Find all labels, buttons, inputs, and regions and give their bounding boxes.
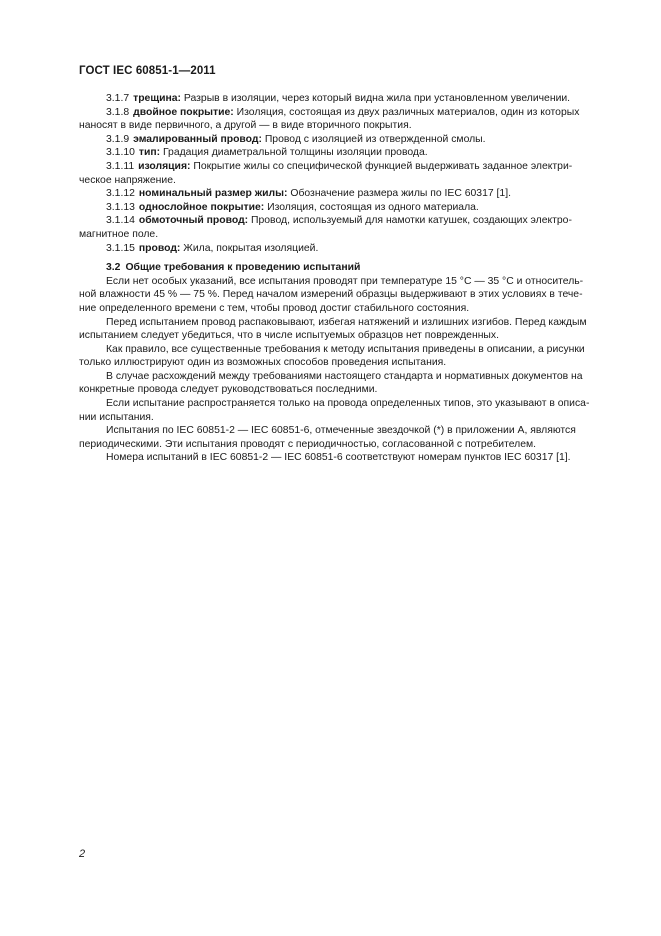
- definition-text: Жила, покрытая изоляцией.: [180, 242, 319, 254]
- term: эмалированный провод:: [133, 133, 262, 145]
- paragraph-line: периодическими. Эти испытания проводят с периодичностью, согласованной с потребителем.: [79, 438, 537, 450]
- definition-3-1-7: [79, 92, 600, 106]
- term: номинальный размер жилы:: [138, 188, 288, 200]
- paragraph-line: ной влажности 45 % — 75 %. Перед началом измерений образцы выдерживают в этих условиях в тече-: [79, 289, 583, 301]
- paragraph-discrepancies: [79, 370, 600, 397]
- clause-number: 3.1.7: [106, 93, 130, 104]
- definition-3-1-8: [79, 106, 600, 133]
- clause-number: 3.1.10: [106, 147, 135, 159]
- paragraph-line: испытанием следует убедиться, что в числе испытуемых образцов нет поврежденных.: [79, 330, 499, 342]
- definition-text-continued: магнитное поле.: [79, 228, 159, 240]
- definition-text-continued: ческое напряжение.: [79, 174, 176, 186]
- term: провод:: [138, 242, 181, 254]
- paragraph-line: Если нет особых указаний, все испытания проводят при температуре 15 °С — 35 °С и относитель-: [106, 275, 584, 287]
- paragraph-unpacking: [79, 316, 600, 343]
- definition-text: Провод, используемый для намотки катушек, создающих электро-: [248, 215, 572, 227]
- term: однослойное покрытие:: [138, 201, 265, 213]
- term: обмоточный провод:: [138, 215, 249, 227]
- paragraph-line: нии испытания.: [79, 411, 154, 423]
- page-number: 2: [79, 848, 86, 860]
- term: двойное покрытие:: [133, 106, 234, 118]
- definition-3-1-9: [79, 133, 600, 147]
- paragraph-line: Номера испытаний в IEC 60851-2 — IEC 60851-6 соответствуют номерам пунктов IEC 60317 [1].: [106, 452, 571, 464]
- paragraph-line: Как правило, все существенные требования к методу испытания приведены в описании, а рисунки: [106, 343, 585, 355]
- section-heading: [79, 261, 600, 275]
- paragraph-line: Если испытание распространяется только на провода определенных типов, это указывают в описа-: [106, 398, 590, 410]
- document-header: ГОСТ IEC 60851-1—2011: [79, 65, 216, 77]
- paragraph-wire-types: [79, 397, 600, 424]
- section-title: Общие требования к проведению испытаний: [125, 262, 361, 274]
- clause-number: 3.1.12: [106, 188, 135, 200]
- clause-number: 3.1.13: [106, 201, 135, 213]
- definition-3-1-11: [79, 160, 600, 187]
- paragraph-periodic-tests: [79, 424, 600, 451]
- definition-text: Изоляция, состоящая из одного материала.: [264, 201, 479, 213]
- definition-3-1-14: [79, 214, 600, 241]
- clause-number: 3.1.14: [106, 215, 135, 227]
- definition-3-1-15: [79, 242, 600, 256]
- paragraph-figures-note: [79, 343, 600, 370]
- paragraph-test-numbering: [79, 451, 600, 465]
- clause-number: 3.1.8: [106, 106, 130, 118]
- definition-text: Градация диаметральной толщины изоляции провода.: [160, 147, 428, 159]
- paragraph-line: конкретные провода следует руководствоваться последними.: [79, 384, 378, 396]
- term: изоляция:: [138, 160, 191, 172]
- section-number: 3.2: [106, 262, 121, 274]
- definition-text: Покрытие жилы со специфической функцией выдерживать заданное электри-: [190, 160, 573, 172]
- clause-number: 3.1.11: [106, 160, 135, 172]
- definition-3-1-13: [79, 201, 600, 215]
- definition-text-continued: наносят в виде первичного, а другой — в виде вторичного покрытия.: [79, 120, 412, 132]
- page-content: [79, 92, 600, 465]
- term: трещина:: [133, 93, 182, 104]
- definition-text: Провод с изоляцией из отвержденной смолы.: [261, 133, 486, 145]
- term: тип:: [138, 147, 161, 159]
- paragraph-line: только иллюстрируют один из возможных способов проведения испытания.: [79, 357, 447, 369]
- paragraph-line: В случае расхождений между требованиями настоящего стандарта и нормативных документов на: [106, 370, 583, 382]
- paragraph-test-conditions: [79, 275, 600, 316]
- paragraph-line: Испытания по IEC 60851-2 — IEC 60851-6, отмеченные звездочкой (*) в приложении А, являются: [106, 425, 576, 437]
- definition-3-1-10: [79, 146, 600, 160]
- paragraph-line: Перед испытанием провод распаковывают, избегая натяжений и излишних изгибов. Перед каждым: [106, 316, 587, 328]
- definition-text: Обозначение размера жилы по IEC 60317 [1].: [287, 188, 511, 200]
- definition-text: Разрыв в изоляции, через который видна жила при установленном увеличении.: [181, 93, 571, 104]
- paragraph-line: ние определенного времени с тем, чтобы провод достиг стабильного состояния.: [79, 302, 470, 314]
- clause-number: 3.1.9: [106, 133, 130, 145]
- definition-3-1-12: [79, 187, 600, 201]
- definition-text: Изоляция, состоящая из двух различных материалов, один из которых: [233, 106, 580, 118]
- clause-number: 3.1.15: [106, 242, 135, 254]
